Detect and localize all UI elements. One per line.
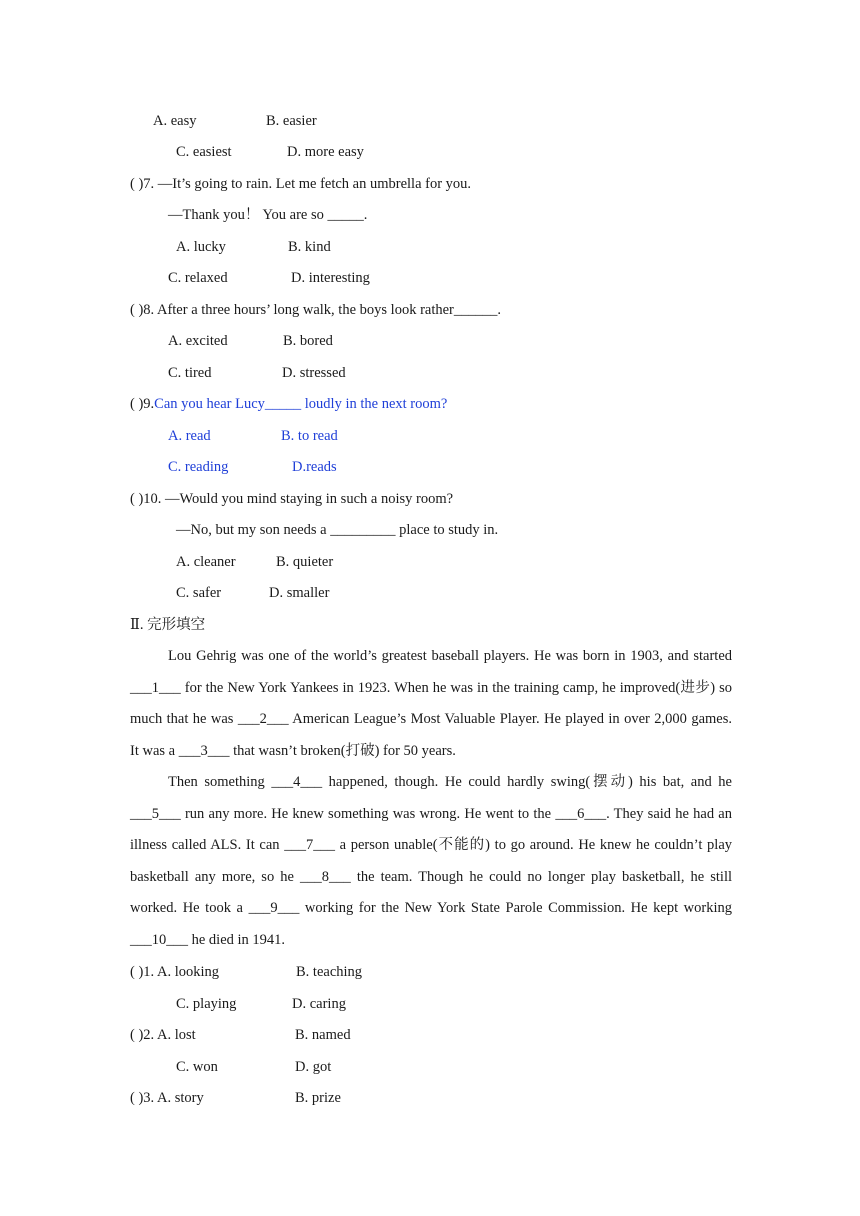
cloze-q1-stem: ( )1. A. looking [130,964,220,980]
blank-8: ___8___ [300,868,351,885]
passage-text: the team. Though he could no longer play basketball, he still worked. He took a [130,868,733,916]
q6-option-d: D. more easy [287,144,364,160]
cloze-q3-stem: ( )3. A. story [130,1090,204,1106]
q8-option-c: C. tired [168,365,212,381]
passage-text: Then something [168,774,272,790]
q7-stem: ( )7. —It’s going to rain. Let me fetch an umbrella for you. [130,176,472,192]
passage-text: for the New York Yankees in 1923. When he was in the training camp, he improved(进步) so much that he was [130,679,732,727]
q10-reply: —No, but my son needs a _________ place to study in. [176,522,499,538]
passage-text: American League’s Most Valuab [288,711,485,727]
q7-reply: —Thank you！ You are so _____. [168,207,368,223]
q9-option-c: C. reading [168,459,229,475]
q9-option-a: A. read [168,428,211,444]
cloze-q1-option-d: D. caring [292,996,346,1012]
passage-text: Lou Gehrig was one of the world’s greatest baseball players. He was born in 1903, and started [168,648,732,664]
cloze-passage [130,641,732,956]
q8-stem: ( )8. After a three hours’ long walk, the boys look rather______. [130,302,501,318]
q6-option-b: B. easier [266,113,317,129]
q8-option-a: A. excited [168,333,228,349]
q8-option-d: D. stressed [282,365,346,381]
q10-stem: ( )10. —Would you mind staying in such a noisy room? [130,491,454,507]
q7-option-b: B. kind [288,239,331,255]
passage-text: run any more. He knew something was wrong. He went to the [180,805,556,822]
passage-paragraph-2 [130,767,732,956]
q6-option-a: A. easy [153,113,197,129]
q8-option-b: B. bored [283,333,333,349]
blank-10: ___10___ [130,931,188,948]
q9-option-b: B. to read [281,428,338,444]
q7-option-c: C. relaxed [168,270,228,286]
blank-9: ___9___ [248,900,300,916]
q10-option-d: D. smaller [269,585,330,601]
passage-paragraph-1 [130,641,732,767]
q10-option-c: C. safer [176,585,222,601]
passage-text: happened, though. He could hardly swing(摆动) his bat, and he [322,774,732,790]
passage-text: a person unable(不能的) to go around. He knew he couldn’t play basketball any more, so he [130,837,733,885]
q10-option-a: A. cleaner [176,554,236,570]
cloze-q2-stem: ( )2. A. lost [130,1027,196,1043]
blank-5: ___5___ [130,805,181,822]
passage-text: he died in 1941. [188,931,286,948]
q7-option-d: D. interesting [291,270,370,286]
passage-text: . They said he had an illness called ALS. It can [130,805,732,853]
cloze-q2-option-b: B. named [295,1027,351,1043]
q10-option-b: B. quieter [276,554,334,570]
cloze-q2-option-d: D. got [295,1059,332,1075]
blank-3: ___3___ [178,742,230,759]
blank-4: ___4___ [271,774,323,790]
blank-6: ___6___ [555,805,607,822]
section-heading: Ⅱ. 完形填空 [130,617,206,633]
cloze-q3-option-b: B. prize [295,1090,341,1106]
blank-1: ___1___ [130,679,181,696]
q6-option-c: C. easiest [176,144,232,160]
passage-text: working for the New York State Parole Commission. He kept working [299,900,733,916]
cloze-q1-option-c: C. playing [176,996,237,1012]
passage-text: that wasn’t broken(打破) for 50 years. [229,742,456,759]
q7-option-a: A. lucky [176,239,226,255]
blank-7: ___7___ [284,837,335,853]
blank-2: ___2___ [237,711,289,727]
q9-stem: Can you hear Lucy_____ loudly in the next room? [154,396,448,412]
q9-row [130,394,447,414]
cloze-q1-option-b: B. teaching [296,964,363,980]
cloze-q2-option-c: C. won [176,1059,218,1075]
q9-paren: ( )9. [130,396,155,412]
passage-text: le Player. He played in over 2,000 games. It was a [130,711,732,759]
q9-option-d: D.reads [292,459,337,475]
